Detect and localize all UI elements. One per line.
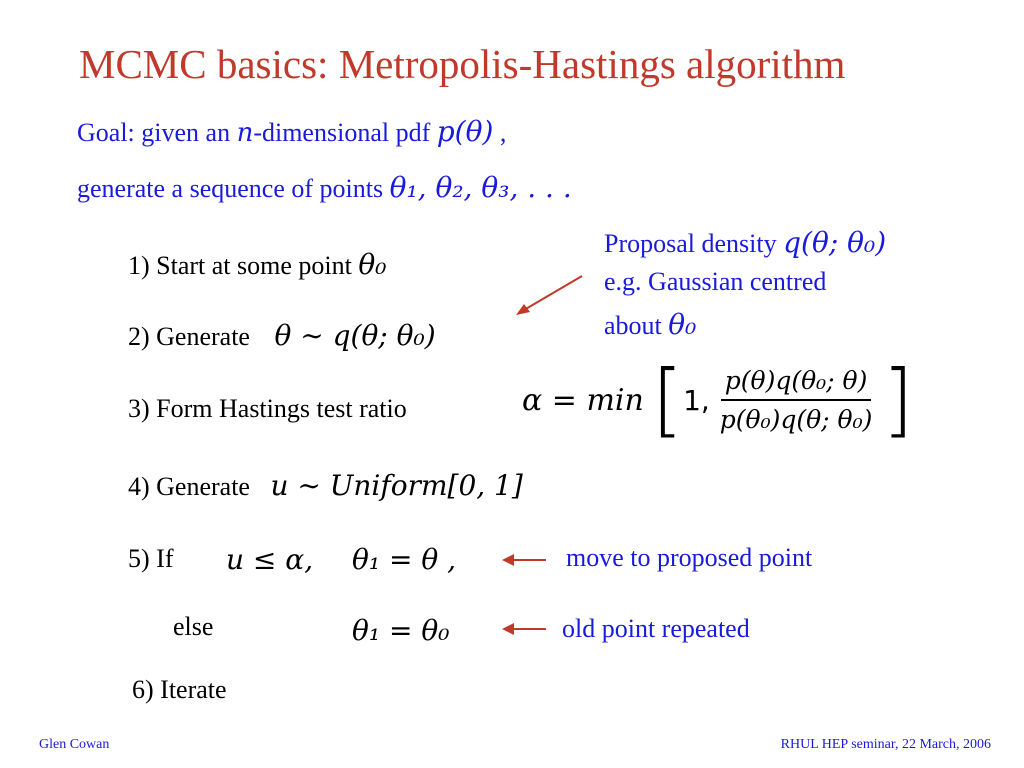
goal-line-2 — [77, 171, 572, 204]
step-4-formula: u ∼ Uniform[0, 1] — [270, 469, 523, 502]
step-3-label: 3) Form Hastings test ratio — [128, 394, 407, 423]
goal-points-formula: θ₁, θ₂, θ₃, . . . — [389, 171, 572, 204]
step-else-assign: θ₁ = θ₀ — [352, 614, 450, 647]
step-1 — [128, 248, 387, 281]
step-2-label: 2) Generate — [128, 322, 257, 351]
step-3-formula — [522, 353, 914, 446]
step-2 — [128, 319, 436, 352]
arrow-left-icon — [500, 550, 550, 570]
goal-text-a: Goal: given an — [77, 118, 237, 147]
proposal-about-text: about — [604, 311, 669, 340]
left-bracket: [ — [651, 353, 684, 446]
step-5-label: 5) If — [128, 544, 174, 573]
step-2-formula: θ ∼ q(θ; θ₀) — [274, 319, 436, 352]
goal-pdf-formula: p(θ) — [436, 115, 494, 148]
proposal-about-formula: θ₀ — [668, 308, 697, 341]
goal-line-1 — [77, 115, 507, 148]
step-3-denominator: p(θ₀)q(θ; θ₀) — [719, 405, 873, 434]
step-else: else — [173, 612, 214, 641]
goal-comma: , — [493, 118, 507, 147]
proposal-line-2: e.g. Gaussian centred — [604, 267, 827, 296]
step-1-label: 1) Start at some point — [128, 251, 359, 280]
step-5 — [128, 546, 173, 572]
step-1-formula: θ₀ — [358, 248, 387, 281]
step-3-fraction — [716, 366, 877, 434]
proposal-text: Proposal density — [604, 229, 784, 258]
step-3-formula-one: 1, — [683, 383, 710, 417]
proposal-arrow-icon — [510, 270, 590, 320]
right-bracket: ] — [882, 353, 914, 446]
step-5-assign: θ₁ = θ , — [352, 543, 457, 576]
footer-author: Glen Cowan — [39, 737, 110, 752]
proposal-formula: q(θ; θ₀) — [783, 226, 887, 259]
step-3-numerator: p(θ)q(θ₀; θ) — [721, 366, 872, 401]
proposal-line-1 — [604, 226, 887, 259]
step-else-note: old point repeated — [562, 614, 750, 643]
step-5-note: move to proposed point — [566, 543, 813, 572]
step-4 — [128, 469, 523, 502]
proposal-line-3 — [604, 308, 697, 341]
arrow-left-icon-2 — [500, 619, 550, 639]
step-3-formula-lhs: α = min — [522, 382, 644, 418]
step-6: 6) Iterate — [132, 675, 227, 704]
step-3 — [128, 396, 407, 422]
step-4-label: 4) Generate — [128, 472, 257, 501]
goal-text-b: -dimensional pdf — [253, 118, 437, 147]
goal-line2-text: generate a sequence of points — [77, 174, 390, 203]
slide-title: MCMC basics: Metropolis-Hastings algorithm — [79, 41, 846, 87]
goal-n: n — [236, 118, 254, 148]
step-5-condition: u ≤ α, — [226, 543, 314, 576]
footer-venue: RHUL HEP seminar, 22 March, 2006 — [780, 737, 991, 752]
